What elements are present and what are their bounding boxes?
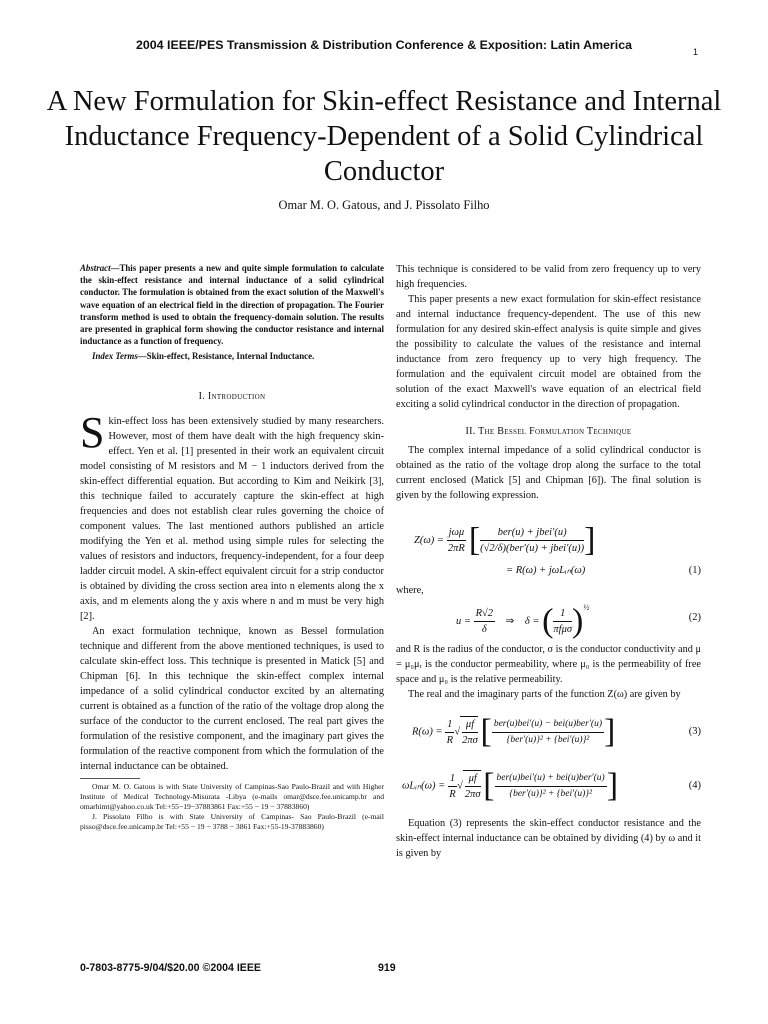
right-column [396,262,701,861]
eq1-lhs: Z(ω) = [414,534,444,546]
intro-paragraph-2: An exact formulation technique, known as Bessel formulation technique and different from the above mentioned techniques, is used to calculate skin-effect loss. This technique is presented in Matick [5] and Chipman [6]. In this technique the skin-effect complex internal impedance of a solid cylindrical conductor excited by an alternating current is obtained as a function of the ratio of the voltage drop along the surface of the conductor to the current enclosed. The real part gives the formulation of the resistive component, and the imaginary part gives the formulation of the reactive component from which the formulation of the internal inductance can be obtained. [80,625,384,772]
drop-cap: S [80,407,105,457]
equation-2: u = $\frac{R√2}{\delta}$ ⇒ δ = ( $\frac{1}{\text{πfμσ}}$ )$^{\frac{1}{2}}$ (2) [456,602,701,640]
left-column [80,262,384,833]
right-paragraph-5: The real and the imaginary parts of the function Z(ω) are given by [408,689,681,700]
section-heading-bessel: II. The Bessel Formulation Technique [465,426,632,437]
eq1-fraction: $\frac{\text{jωμ}}{2\pi R}$ [447,527,465,554]
index-terms-label: Index Terms [92,351,138,362]
eq1-number: (1) [688,565,701,576]
abstract-text: —This paper presents a new and quite simple formulation to calculate the skin-effect resistance and internal inductance of a solid cylindrical conductor. The formulation is obtained from the exact solution of the Maxwell's wave equation of an electrical field in the direction of propagation. The Fourier transform method is used to obtain the frequency-domain solution. The results are presented in graphical form showing the conductor resistance and internal inductance as a function of frequency. [80,263,384,347]
eq4-number: (4) [688,780,701,791]
footnote-divider [80,778,140,779]
intro-paragraph-1-text: kin-effect loss has been extensively studied by many researchers. However, most of them have dealt with the high frequency skin-effect. Yen et al. [1] presented in their work an equivalent circuit model consisting of M resistors and M − 1 inductors derived from the skin-effect differential equation. But according to Kim and Neikirk [3], this technique failed to accurately capture the skin-effect at high frequencies and does not establish clear rules governing the choice of component values. The last mentioned authors published an article modifying the Yen et al. method using simple rules for selecting the values of resistors and inductors, frequency-independent, for a four deep ladder circuit model. A skin-effect equivalent circuit for a strip conductor is obtained by dividing the cross section area into n elements along the x axis, and m elements along the y axis where n and m must be very high [2]. [80,415,384,622]
right-paragraph-4: and R is the radius of the conductor, σ is the conductor conductivity and μ = μ₀μᵣ is the conductor permeability, where μ₀ is the permeability of free space and μ₀ is the relative permeability. [396,644,701,685]
where-label: where, [396,585,424,596]
authors: Omar M. O. Gatous, and J. Pissolato Filho [278,198,490,212]
conference-header: 2004 IEEE/PES Transmission & Distribution Conference & Exposition: Latin America [136,38,632,52]
right-paragraph-2: This paper presents a new exact formulation for skin-effect resistance and internal inductance frequency-dependent. The use of this new formulation for any desired skin-effect analysis is quite simple and gives the possibility to calculate the values of the resistance and internal inductance from zero frequency up to very high frequency. The formulation and the equivalent circuit model are obtained from the solution of the exact Maxwell's wave equation of an electrical field exciting a solid cylindrical conductor in the direction of propagation. [396,294,701,410]
abstract-label: Abstract [80,263,111,273]
eq3-number: (3) [688,726,701,737]
eq1-line2: = R(ω) + jωLᵢₙ(ω) [506,565,586,576]
footer-isbn: 0-7803-8775-9/04/$20.00 ©2004 IEEE [80,962,261,974]
index-terms-text: —Skin-effect, Resistance, Internal Inductance. [137,351,315,362]
equation-1: Z(ω) = $\frac{\text{jωμ}}{2\pi R}$ [ $\frac{\text{ber(u) + jbei′(u)}}{\text{(√2/δ)(ber′(u) + jbei′(u))}}$ ] = R(ω) + jωLᵢₙ(ω) (1) [414,521,701,576]
section-heading-introduction: I. Introduction [198,390,266,402]
paper-title: A New Formulation for Skin-effect Resistance and Internal Inductance Frequency-Dependent of a Solid Cylindrical Conductor [46,86,722,187]
right-paragraph-3: The complex internal impedance of a solid cylindrical conductor is obtained as the ratio of the voltage drop along the surface to the total current enclosed (Matick [5] and Chipman [6]). The final solution is given by the following expression. [396,445,701,501]
right-paragraph-6: Equation (3) represents the skin-effect conductor resistance and the skin-effect internal inductance can be obtained by dividing (4) by ω and it is given by [396,818,701,859]
eq1-bracket: $\frac{\text{ber(u) + jbei′(u)}}{\text{(√2/δ)(ber′(u) + jbei′(u))}}$ [480,527,585,554]
eq2-number: (2) [688,612,701,623]
right-paragraph-1: This technique is considered to be valid from zero frequency up to very high frequencies. [396,264,701,290]
intro-paragraph-1 [80,407,384,624]
equation-3: R(ω) = $\frac{1}{R}$ √ $\frac{\mu f}{2\pi\sigma}$ [ $\frac{\text{ber(u)bei′(u) − bei(u)ber′(u)}}{\text{\{ber′(u)\}² + \{bei′(u)\}²}}$ ] (3) [412,713,701,750]
abstract [80,262,384,347]
footnote-author-1: Omar M. O. Gatous is with State University of Campinas-Sao Paulo-Brazil and with Higher Institute of Medical Technology-Misurata -Libya (e-mails omar@dsce.fee.unicamp.br and omarhimt@yahoo.co.uk Tel:+55−19−37883861 Fax:+55 − 19 − 37883860) [80,781,384,812]
equation-4: ωLᵢₙ(ω) = $\frac{1}{R}$ √ $\frac{\mu f}{2\pi\sigma}$ [ $\frac{\text{ber(u)bei′(u) + bei(u)ber′(u)}}{\text{\{ber′(u)\}² + \{bei′(u)\}²}}$ ] (4) [402,767,701,804]
page-mark: 1 [692,47,698,57]
footnote-author-2: J. Pissolato Filho is with State University of Campinas- Sao Paulo-Brazil (e-mail pisso@dsce.fee.unicamp.br Tel:+55 − 19 − 3788 − 3861 Fax:+55-19-37883860) [80,812,384,832]
footer-page-number: 919 [378,962,396,974]
index-terms [80,350,384,362]
